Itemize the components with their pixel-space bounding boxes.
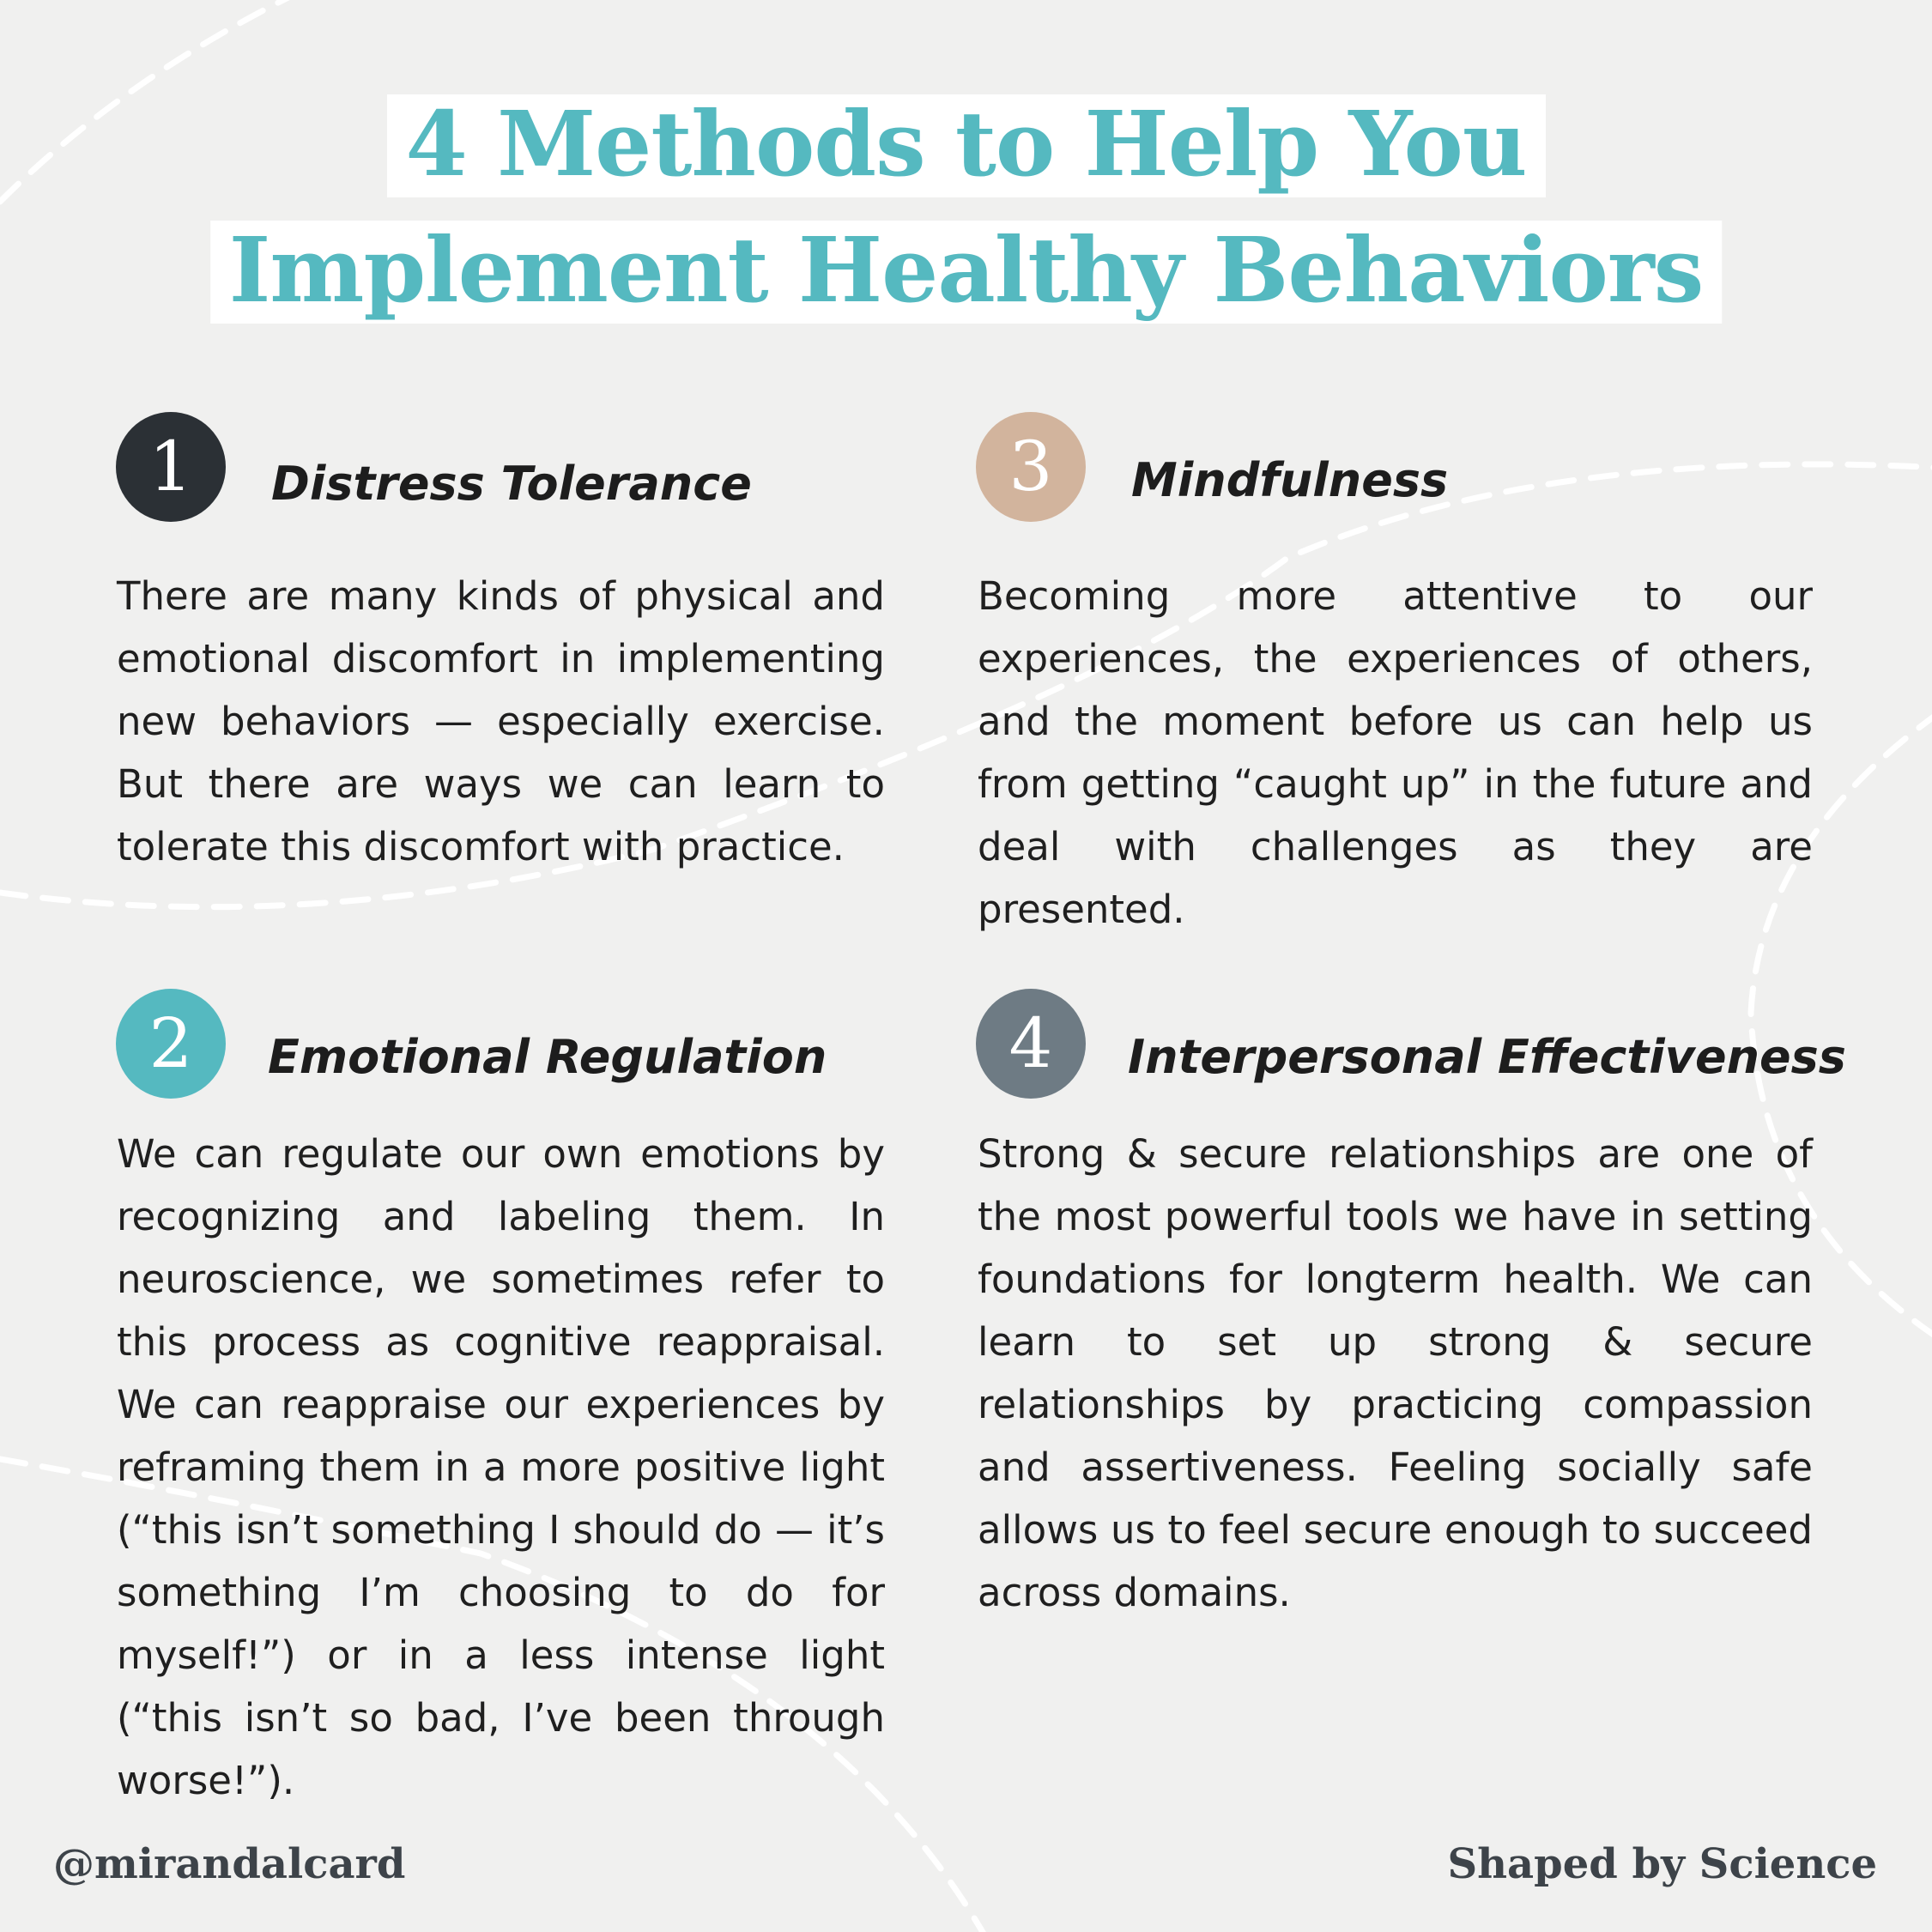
number-badge-4: 4 [976,989,1086,1099]
number-badge-1: 1 [116,412,226,522]
page-title-line-1: 4 Methods to Help You [386,94,1545,197]
number-badge-3: 3 [976,412,1086,522]
footer-brand: Shaped by Science [1447,1840,1877,1888]
body-interpersonal-effectiveness: Strong & secure relationships are one of the most powerful tools we have in setting foundations for longterm health. We can learn to set up strong & secure relationships by practicing compassion and assertiveness. Feeling socially safe allows us to feel secure enough to succeed across domains. [978,1131,1813,1615]
heading-mindfulness: Mindfulness [1131,453,1449,507]
footer-handle: @mirandalcard [53,1840,406,1888]
body-emotional-regulation: We can regulate our own emotions by recognizing and labeling them. In neuroscience, we sometimes refer to this process as cognitive reappraisal. We can reappraise our experiences by reframing them in a more positive light (“this isn’t something I should do — it’s something I’m choosing to do for myself!”) or in a less intense light (“this isn’t so bad, I’ve been through worse!”). [117,1131,885,1803]
heading-distress-tolerance: Distress Tolerance [271,457,752,511]
number-badge-2: 2 [116,989,226,1099]
body-distress-tolerance: There are many kinds of physical and emotional discomfort in implementing new behaviors — especially exercise. But there are ways we can learn to tolerate this discomfort with practice. [117,573,885,869]
dashed-arc-top-left [0,0,292,202]
heading-interpersonal-effectiveness: Interpersonal Effectiveness [1128,1030,1846,1084]
heading-emotional-regulation: Emotional Regulation [268,1030,827,1084]
page-title-line-2: Implement Healthy Behaviors [210,221,1723,324]
body-mindfulness: Becoming more attentive to our experiences, the experiences of others, and the moment before us can help us from getting “caught up” in the future and deal with challenges as they are presented. [978,573,1813,932]
